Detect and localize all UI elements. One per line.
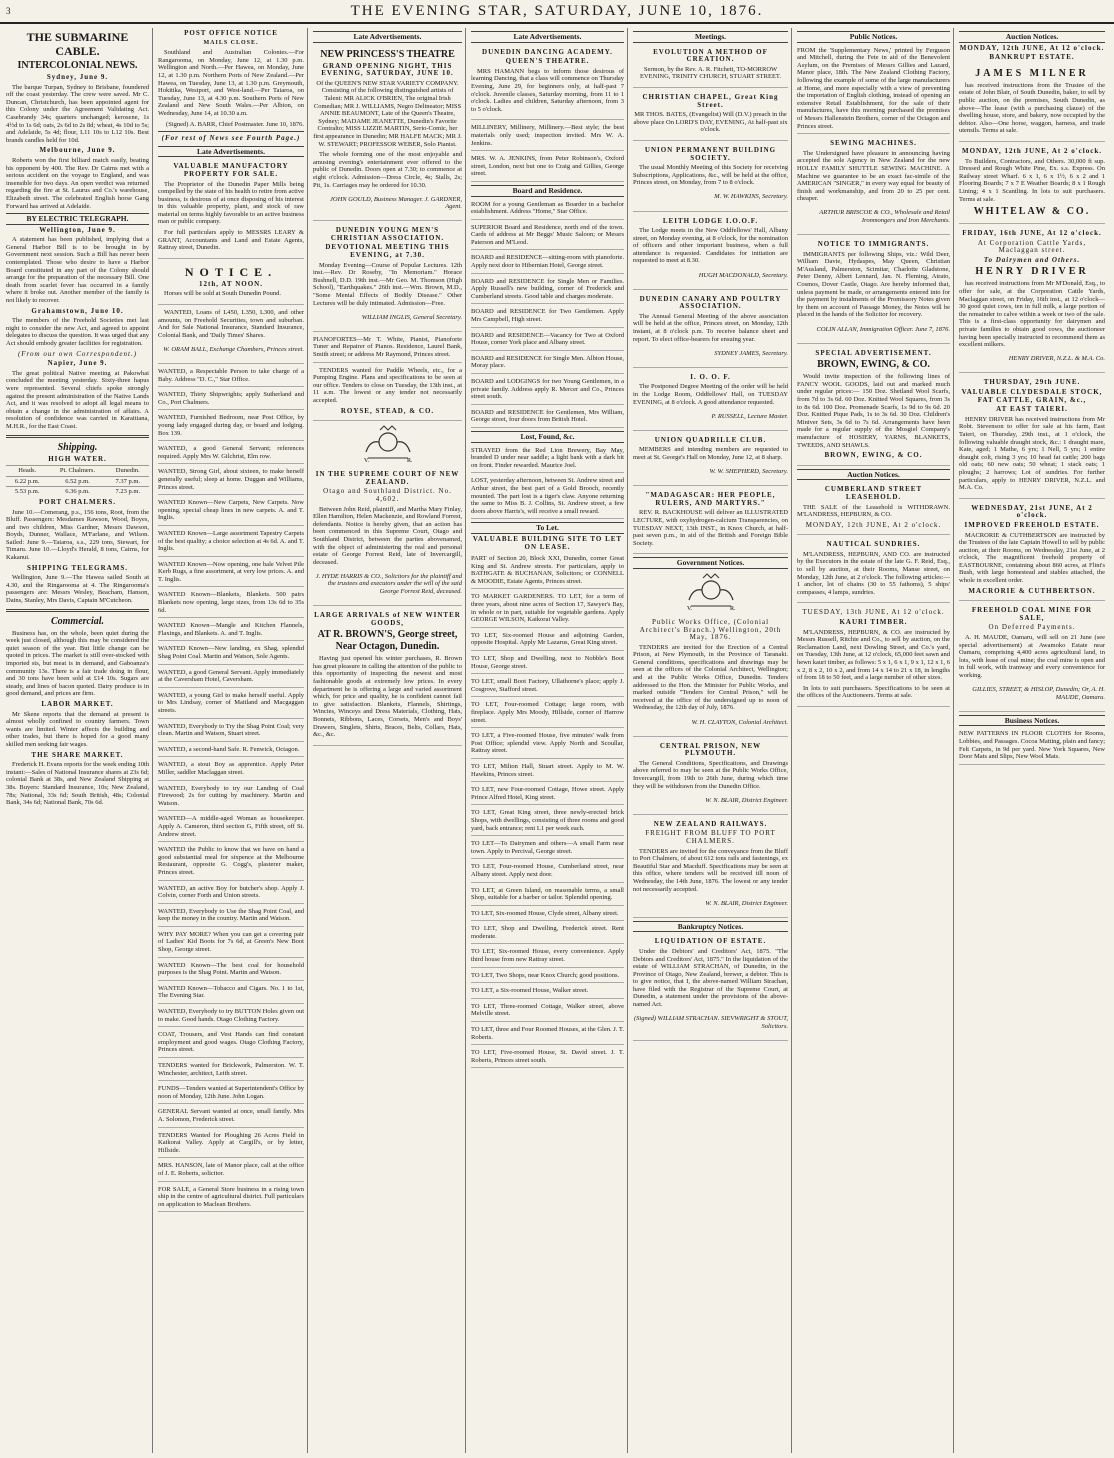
ad-signature: (Signed) WILLIAM STRACHAN. SIEVWRIGHT & STOUT, Solicitors.	[633, 1015, 788, 1030]
ad-heading: CENTRAL PRISON, NEW PLYMOUTH.	[659, 741, 762, 758]
ad-text: MR THOS. BATES, (Evangelist) Will (D.V.) preach in the above place On LORD'S DAY, EVENING, At half-past six o'clock.	[633, 111, 788, 134]
ad-heading: DUNEDIN DANCING ACADEMY.	[482, 47, 613, 56]
classified-ad: TO LET, Shop and Dwelling, next to Nobble's Boot House, George street.	[471, 653, 624, 674]
ad-subheading: FREIGHT FROM BLUFF TO PORT CHALMERS.	[645, 829, 776, 845]
sale-place: At Corporation Cattle Yards, Maclaggan street.	[977, 238, 1087, 255]
dateline: Napier, June 9.	[47, 359, 108, 368]
classified-ad: WANTED Known—Mangle and Kitchen Flannels, Flaxings, and Blankets. A. and T. Inglis.	[158, 620, 304, 641]
classified-ad: WANTED, Everybody to Try the Shag Point Coal; very clean. Martin and Watson, Stuart street.	[158, 721, 304, 742]
ad-text: HENRY DRIVER has received instructions from Mr Robt. Stevenson to offer for sale at his farm, East Taieri, on Thursday, 29th inst., at 1 o'clock, the following valuable draught stock, &c.: 1 draught mare, Kate, aged; 1 Mathe, 6 yrs; 1 Nell, 5 yrs; 1 entire draught colt, rising 3 yrs; 10 head fat cattle; 200 bags old oats; 60 new oats; 50 wheat; 1 stack oats; 1 ploughs; 2 harrows; Lot of sundries. For further particulars, apply to HENRY DRIVER, N.Z.L. and M.A. Co.	[959, 415, 1105, 492]
ad-signature: W. N. BLAIR, District Engineer.	[705, 796, 788, 804]
classified-ad: MRS. HANSON, late of Manor place, call at the office of J. E. Roberts, solicitor.	[158, 1160, 304, 1181]
auctioneer-name: JAMES MILNER	[975, 67, 1089, 79]
auction-notice	[797, 605, 950, 707]
classified-ad: WANTED, a young Girl to make herself useful. Apply to Mrs Lindsay, corner of Maitland and Macgaggan streets.	[158, 690, 304, 719]
column-3	[313, 28, 466, 1453]
newspaper-title: THE EVENING STAR, SATURDAY, JUNE 10, 1876.	[350, 3, 764, 19]
classified-ad: WANTED Known—Now opening, one bale Velvet Pile Kerb Rugs, a fine assortment, at very low prices. A. and T. Inglis.	[158, 559, 304, 588]
classified-ad: LOST, yesterday afternoon, between St. Andrew street and Arthur street, the best part of a Gold Brooch, recently mounted. The part lost is a tiger's claw. Anyone returning the same to Miss B. J. Collins, St. Andrew street, a few doors above Harris's, will receive a small reward.	[471, 475, 624, 519]
classified-ad: TO LET, new Four-roomed Cottage, Howe street. Apply Prince Alfred Hotel, King street.	[471, 784, 624, 805]
share-paragraph: Frederick H. Evans reports for the week ending 10th instant:—Sales of National Insurance shares at 23s 6d; colonial Bank at 38s, and New Zealand Shipping at 38s. Buyers: Standard Insurance, 10s; New Zealand, 78s; National, 33s 6d; South British, 48s; Colonial Bank, 34s 6d; National Bank, 70s 6d.	[6, 761, 149, 807]
auction-notice	[797, 537, 950, 603]
business-notice: NEW PATTERNS IN FLOOR CLOTHS for Rooms, Lobbies, and Passages. Cocoa Matting, plain and fancy; Felt Carpets, in 9d per yard. New York Squares, New Door Mats and Slips, New Wool Mats.	[959, 728, 1105, 764]
ad-heading: SPECIAL ADVERTISEMENT.	[815, 348, 932, 357]
dateline: Grahamstown, June 10.	[31, 306, 124, 315]
ad-signature: JOHN GOULD, Business Manager. J. GARDNER, Agent.	[330, 195, 462, 211]
ad-heading: Public Works Office, (Colonial Architect's Branch.) Wellington, 20th May, 1876.	[639, 617, 782, 642]
classified-ad: BOARD and RESIDENCE for Two Gentlemen. Apply Mrs Campbell, High street.	[471, 306, 624, 327]
ad-signature: W. N. BLAIR, District Engineer.	[705, 899, 788, 907]
bankruptcy-notice	[633, 934, 788, 1041]
news-paragraph: The barque Turpan, Sydney to Brisbane, foundered off the coast yesterday. The crew were saved. Mr C. Duncan, Christchurch, has been appointed agent for this Colony under the Agreement Validating Act. Casebrandy 34s; quarters unchanged; kerosene, 1s 4½d to 1s 6d; oats, 2s 6d to 2s 8d; wheat, 4s 10d to 5s; and Adelaide, 5s 4d; flour, L11 10s to L12 10s. Best brands candles held for 10d.	[6, 83, 149, 144]
commercial-paragraph: Business has, on the whole, been quiet during the week just closed, although this may be considered the quiet season of the year. But little change can be quoted in prices. The market is still over-stocked with imported sts, but meat is in demand, and Gaboanza's community 13s. There is a fair trade doing in flour, and 30 tons have been sold at £14 10s. Sugars are steady, and lines of bacon quoted. Dairy produce is in good demand, and prices are firm.	[6, 629, 149, 698]
column-6	[797, 28, 954, 1453]
ad-text: Would invite inspection of the following lines of FANCY WOOL GOODS, laid out and marked much under regular prices:— 150 Doz. Shetland Wool Scarfs, from 7d to 3s 6d. 60 Doz. Knitted Wool Squares, from 3s to 8s 6d. 100 Doz. Promenade Scarfs, 1s 9d to 9s 6d. 20 Doz. Knitted Pique Pads, 1s to 3s 6d. 30 Doz. Children's Miniver Sets, 3s 6d to 7s 6d. Arrangements have been made for a regular supply of the Mosgiel Company's manufacture of HOSIERY, YARNS, BLANKETS, TWEEDS, AND SHAWLS.	[797, 373, 950, 449]
classified-ad: WANTED, a good General Servant; references required. Apply Mrs W. Gilchrist, Elm row.	[158, 443, 304, 464]
classified-ad: WANTED, Strong Girl, about sixteen, to make herself generally useful; sleep at home. Duggan and Williams, Princes street.	[158, 466, 304, 495]
sale-time: FRIDAY, 16th JUNE, At 12 o'clock.	[962, 229, 1102, 238]
table-row	[6, 487, 149, 497]
dancing-ad	[471, 45, 624, 121]
ad-signature: HENRY DRIVER, N.Z.L. & M.A. Co.	[1008, 355, 1105, 363]
sale-place: AT EAST TAIERI.	[996, 405, 1068, 414]
column-1	[6, 28, 153, 1453]
ad-text: MACRORIE & CUTHBERTSON are instructed by the Trustees of the late Captain Howell to sell by public auction, at their Rooms, on Wednesday, 21st June, at 2 o'clock, The magnificent freehold property of EASTBOURNE, containing about 860 acres, at Flint's Bush, with large homestead and stables attached, the whole in excellent order.	[959, 531, 1105, 585]
section-heading: Late Advertisements.	[158, 146, 304, 158]
auction-notice	[959, 375, 1105, 498]
labor-paragraph: Mr Skene reports that the demand at present is almost wholly confined to country farmers. Town wants are limited. Winter affects the building and other trades, but there is hoped for a good many skilled men seeking fair wages.	[6, 710, 149, 748]
masthead	[0, 0, 1114, 24]
ad-heading: LARGE ARRIVALS of NEW WINTER GOODS,	[314, 611, 461, 627]
ad-text: Sermon, by the Rev. A. R. Fitchett, TO-MORROW EVENING, TRINITY CHURCH, STUART STREET.	[639, 65, 782, 81]
section-heading: Late Advertisements.	[313, 31, 462, 43]
winter-goods-ad	[313, 608, 462, 746]
ad-text: MEMBERS and intending members are requested to meet at St. George's Hall on Monday, June 12, at 8 sharp.	[633, 446, 788, 461]
tide-header: Dunedin.	[107, 466, 149, 477]
ad-heading: UNION QUADRILLE CLUB.	[654, 435, 767, 444]
classified-ad: WANTED—A middle-aged Woman as housekeeper. Apply A. Cameron, third section G, Fifth street, off St. Andrew street.	[158, 813, 304, 842]
classified-ad: WHY PAY MORE? When you can get a covering pair of Ladies' Kid Boots for 7s 6d, at Green's New Boot Shop, George street.	[158, 929, 304, 958]
association-ad	[313, 223, 462, 332]
auction-notice	[959, 144, 1105, 224]
ad-text: The Annual General Meeting of the above association will be held at the office, Princes street, on Monday, 12th instant, at 8 o'clock p.m. To receive balance sheet and report. To elect office-bearers for ensuing year.	[633, 312, 788, 343]
shipping-heading: Shipping.	[57, 441, 98, 453]
ad-subheading: On Deferred Payments.	[988, 623, 1076, 632]
ad-heading: LEITH LODGE I.O.O.F.	[662, 216, 759, 225]
classified-ad: WANTED Known—New landing, ex Shag, splendid Shag Point Coal. Martin and Watson, Sole Agents.	[158, 643, 304, 664]
ad-text: TENDERS are invited for the conveyance from the Bluff to Port Chalmers, of about 612 tons rails and fastenings, ex Beautiful Star and Macduff. Specifications may be seen at this office, where tenders will be received till noon of Wednesday, the 14th June, 1876. The lowest or any tender not necessarily accepted.	[633, 847, 788, 893]
ad-signature: HUGH MACDONALD, Secretary.	[698, 271, 788, 279]
ad-signature: W. ORAM BALL, Exchange Chambers, Princes street.	[163, 345, 304, 353]
tide-header: Heads.	[6, 466, 48, 477]
classified-ad: COAT, Trousers, and Vest Hands can find constant employment and good wages. Otago Clothing Factory, Princes street.	[158, 1029, 304, 1058]
tide-cell: 5.53 p.m.	[6, 487, 48, 497]
section-heading: Bankruptcy Notices.	[633, 921, 788, 933]
dateline: Melbourne, June 9.	[39, 146, 116, 155]
classified-ad: WANTED, Everybody to try BUTTON Holes given out to make. Good hands. Otago Clothing Factory.	[158, 1006, 304, 1027]
sale-time: MONDAY, 12th JUNE, At 12 o'clock.	[959, 43, 1105, 52]
auction-notice	[959, 501, 1105, 602]
ad-signature: ARTHUR BRISCOE & CO., Wholesale and Retail Ironmongers and Iron Merchants.	[819, 209, 950, 224]
classified-ad: WANTED Known—Blankets, Blankets. 500 pairs Blankets now opening, large sizes, from 13s 6d to 35s 6d.	[158, 589, 304, 618]
classified-ad: BOARD and LODGINGS for two Young Gentlemen, in a private family. Address apply R. Mercer and Co., Princes street south.	[471, 376, 624, 405]
ad-signature: M. W. HAWKINS, Secretary.	[714, 193, 788, 201]
classified-ad: TO LET—To Dairymen and others—A small Farm near town. Apply to Percival, George street.	[471, 838, 624, 859]
section-heading: Late Advertisements.	[471, 31, 624, 43]
court-notice	[313, 467, 462, 606]
high-water-heading: HIGH WATER.	[48, 454, 107, 463]
classified-ad	[158, 159, 304, 259]
section-heading: Meetings.	[633, 31, 788, 43]
news-paragraph: A statement has been published, implying that a General Harbor Bill is to be brought in by Government next session. Such a Bill has never been contemplated. Those who desire to have a Harbor Board constituted in any part of the Colony should arrange for the preparation of the necessary Bill. One death from scarlet fever has occurred in a family where it broke out. Another member of the family is not likely to recover.	[6, 236, 149, 305]
ad-text: M'LANDRESS, HEPBURN, & CO. are instructed by Messrs Russell, Ritchie and Co., to sell by auction, on the Reclamation Land, next Dowling Street, and Co.'s yard, on Tuesday, 13th June, at 12 o'clock, 65,000 feet sawn and hewn kauri timber, as follows: 5 x 1, 6 x 1, 9 x 1, 12 x 1, 6 x 2, 8 x 2, 10 x 2, and from 14 x 14 to 21 x 18, in lengths of from 18 to 50 feet, and a large number of other sizes.	[797, 628, 950, 682]
classified-ad: BOARD and RESIDENCE—sitting-room with pianoforte. Apply next door to Hibernian Hotel, George street.	[471, 252, 624, 273]
ad-text: TENDERS are invited for the Erection of a Central Prison, at New Plymouth, in the Province of Taranaki. General conditions, specifications and drawings may be seen at the offices of the Colonial Architect, Wellington; and at the Public Works Office, Dunedin. Tenders addressed to the Hon. the Minister for Public Works, and marked outside "Tenders for Central Prison," will be received at the office of the undersigned up to noon of Wednesday, the 12th day of July, 1876.	[633, 643, 788, 712]
classified-ad	[158, 307, 304, 364]
ad-signature: W. W. SHEPHERD, Secretary.	[709, 468, 788, 476]
page-columns	[6, 28, 1108, 1453]
classified-ad: WANTED, Everybody to Use the Shag Point Coal, and keep the money in the country. Martin and Watson.	[158, 906, 304, 927]
ad-text: has received instructions from the Trustee of the estate of John Blair, of South Dunedin, baker, to sell by public auction, on the premises, South Dunedin, as above—The lease (with a purchasing clause) of the dwelling house, store, and bakery, now occupied by the debtor. Also—One horse, waggon, harness, and trade utensils. Terms at sale.	[959, 81, 1105, 135]
classified-ad: WANTED, Furnished Bedroom, near Post Office, by young lady engaged during day, or board and lodging. Box 139.	[158, 412, 304, 441]
ad-text: TENDERS wanted for Paddle Wheels, etc., for a Pumping Engine. Plans and specifications to be seen at our office. Tenders to close on Tuesday, the 13th inst., at 11 a.m. The lowest or any tender not necessarily accepted.	[313, 366, 462, 404]
classified-ad	[158, 261, 304, 305]
ad-text: The Undersigned have pleasure in announcing having accepted the sole Agency in New Zealand for the new HOLLY FAMILY SHUTTLE SEWING MACHINE. A Machine we guarantee to be an exact fac-simile of the AMERICAN "SINGER," in every way equal for beauty of finish and workmanship, and from 20 to 25 per cent. cheaper.	[797, 149, 950, 203]
correspondent-note: (From our own Correspondent.)	[17, 349, 138, 358]
ad-heading: I. O. O. F.	[690, 372, 731, 381]
auction-notice	[797, 482, 950, 535]
ad-signature: SYDNEY JAMES, Secretary.	[714, 349, 788, 357]
classified-ad: TO MARKET GARDENERS. TO LET, for a term of three years, about nine acres of Section 17, Sawyer's Bay, in whole or in part, suitable for vegetable gardens. Apply GEORGE WILSON, Kaikorai Valley.	[471, 591, 624, 627]
classified-ad: TO LET, Great King street, three newly-erected brick Shops, with dwellings, consisting of three rooms and good yard, back entrance; rent L1 per week each.	[471, 807, 624, 836]
table-row	[6, 466, 149, 477]
tide-header: Pt. Chalmers.	[48, 466, 106, 477]
classified-ad: MRS. W. A. JENKINS, from Peter Robinson's, Oxford street, London, next but one to Craig and Gillies, George street.	[471, 153, 624, 182]
section-heading: Auction Notices.	[797, 469, 950, 481]
divider	[6, 609, 149, 612]
port-heading: PORT CHALMERS.	[38, 497, 117, 506]
ad-heading: "MADAGASCAR: HER PEOPLE, RULERS, AND MARTYRS."	[645, 491, 776, 507]
classified-ad: BOARD and RESIDENCE—Vacancy for Two at Oxford House, corner York place and Albany street.	[471, 330, 624, 351]
ad-signature: W. H. CLAYTON, Colonial Architect.	[691, 718, 788, 726]
classified-ad: WANTED the Public to know that we have on hand a good substantial meal for sixpence at the Melbourne Restaurant, opposite G. Cogg's, plasterer maker, Princes street.	[158, 844, 304, 880]
classified-ad: PART of Section 20, Block XXI, Dunedin, corner Great King and St. Andrew streets. For particulars, apply to BATHGATE & BUCHANAN, Solicitors; or CONNELL & MOODIE, Estate Agents, Princes street.	[471, 553, 624, 589]
column-2	[158, 28, 308, 1453]
classified-ad: TO LET, Four-roomed House, Cumberland street, near Albany street. Apply next door.	[471, 861, 624, 882]
classified-ad: WANTED, Thirty Shipwrights; apply Sutherland and Co., Port Chalmers.	[158, 389, 304, 410]
ad-subheading: Otago and Southland District. No. 4,602.	[323, 487, 452, 503]
auction-notice	[959, 64, 1105, 142]
post-signature: (Signed) A. BARR, Chief Postmaster. June 10, 1876.	[166, 120, 304, 128]
classified-ad: FOR SALE, a General Store business in a rising town ship in the centre of agricultural district. Full particulars on application to Maclean Brothers.	[158, 1184, 304, 1213]
ad-subheading: QUEEN'S THEATRE.	[505, 57, 590, 66]
classified-ad: TO LET, a Six-roomed House, Walker street.	[471, 985, 624, 999]
column-4	[471, 28, 628, 1453]
classified-ad: TO LET, Six-roomed House, every convenience. Apply third house from new Rattray street.	[471, 946, 624, 967]
ad-text: Monday Evening—Course of Popular Lectures. 12th inst.—Rev. Dr Roseby, "In Memoriam." Horace Bushnell, D.D. 19th inst.—Mr Geo. M. Thomson (High School), "Earthquakes." 26th inst.—Wm. Brown, M.D., "Some Mental Effects of Bodily Disease." Other Lectures will be duly intimated. Admission—Free.	[313, 261, 462, 307]
classified-ad: TENDERS Wanted for Ploughing 26 Acres Field in Kaikorai Valley. Apply at Cargill's, or by letter, Hillside.	[158, 1130, 304, 1159]
classified-ad: TO LET, at Green Island, on reasonable terms, a small Shop, suitable for a barber or tailor. Splendid opening.	[471, 885, 624, 906]
ad-signature: GILLIES, STREET, & HISLOP, Dunedin; Or, A. H. MAUDE, Oamaru.	[972, 686, 1105, 701]
sale-time: MONDAY, 12th JUNE, At 2 o'clock.	[805, 520, 942, 529]
ad-heading: FREEHOLD COAL MINE FOR SALE,	[971, 606, 1093, 622]
meeting-notice	[633, 433, 788, 486]
classified-ad: TO LET, Five-roomed House, St. David street. J. T. Roberts, Princes street south.	[471, 1047, 624, 1068]
ad-signature: ROYSE, STEAD, & CO.	[340, 406, 435, 415]
section-heading: Public Notices.	[797, 31, 950, 43]
ad-heading: BANKRUPT ESTATE.	[989, 53, 1075, 62]
ad-text: Of the QUEEN'S NEW STAR VARIETY COMPANY. Consisting of the following distinguished artists of Talent: MR ALICK O'BRIEN, The original Irish Comedian; MR J. WILLIAMS, Negro Delineator; MISS ANNIE BEAUMONT, Late of the Queen's Theatre, Sydney; MADAME JEANETTE, Dunedin's Favorite Contralto; MISS LIZZIE MARTIN, Serio-Comic, her first appearance in Dunedin; MR HALFE MACK; MR J. W. STEWART; PROFESSOR WEBER, Solo Pianist.	[313, 79, 462, 148]
sale-time: THURSDAY, 29th JUNE.	[983, 378, 1081, 387]
classified-ad: WANTED, a Respectable Person to take charge of a Baby. Address "D. C.," Star Office.	[158, 366, 304, 387]
divider	[6, 435, 149, 438]
classified-ad: WANTED, a good General Servant. Apply immediately at the Caversham Hotel, Caversham.	[158, 667, 304, 688]
classified-ad: PIANOFORTES—Mr T. White, Pianist, Pianoforte Tuner and Repairer of Pianos. Residence, Laurel Bank, Smith street; or address Mr Raymond, Princes street.	[313, 334, 462, 363]
ad-heading: DUNEDIN YOUNG MEN'S CHRISTIAN ASSOCIATION.	[330, 226, 445, 242]
news-paragraph: The great political Native meeting at Pakowhai concluded the meeting yesterday. Sixty-three hapus were represented. Several chiefs spoke strongly against the present administration of the Native Lands Act, and it was resolved to adopt all legal means to obtain a change in the administration of affairs. A resolution of confidence was carried in Karaitiana, M.H.R., for the East Coast.	[6, 369, 149, 430]
classified-ad: BOARD and RESIDENCE for Single Men. Albion House, Moray place.	[471, 353, 624, 374]
classified-ad: TO LET, Two Shops, near Knox Church; good positions.	[471, 970, 624, 984]
auctioneer-name: WHITELAW & CO.	[973, 206, 1091, 218]
ad-heading: VALUABLE BUILDING SITE TO LET ON LEASE.	[472, 534, 623, 551]
ad-heading: CHRISTIAN CHAPEL, Great King Street.	[642, 92, 779, 109]
dateline: Wellington, June 9.	[39, 225, 116, 234]
sale-time: TUESDAY, 13th JUNE, At 12 o'clock.	[802, 608, 945, 617]
royal-crest-icon	[358, 424, 418, 464]
section-heading: Board and Residence.	[471, 185, 624, 197]
ad-text: REV. R. BACKHOUSE will deliver an ILLUSTRATED LECTURE, with oxyhydrogen-calcium Transparencies, on TUESDAY NEXT, 13th INST., in Knox Church, at half-past seven p.m., in aid of the British and Foreign Bible Society.	[633, 509, 788, 547]
ad-text: Having just opened his winter purchases, R. Brown has great pleasure in calling the attention of the public to this opportunity of inspecting the newest and most fashionable goods at extremely low prices. In every department he is offering a large and varied assortment which, for price and quality, he is confident cannot fail to give satisfaction. Blankets, Flannels, Shirtings, Wincies, Winceys and Dress Materials, Clothing, Hats, Bonnets, Ribbons, Laces, Corsets, Men's and Boys' Drawers, Singlets, Shirts, Braces, Belts, Collars, Hats, &c., &c.	[313, 655, 462, 739]
tide-cell: 6.52 p.m.	[48, 476, 106, 487]
cable-headline: THE SUBMARINE CABLE.	[26, 30, 129, 58]
ad-signature: WILLIAM INGLIS, General Secretary.	[361, 313, 462, 321]
sale-time: MONDAY, 12th JUNE, At 2 o'clock.	[962, 146, 1102, 155]
news-paragraph: Roberts won the first billiard match easily, beating his opponent by 400. The Rev. Dr Cairns met with a serious accident on the voyage to England, and was insensible for two days. An open verdict was returned regarding the fire at St. Laurus and Co.'s warehouse, Elizabeth street. The celebrated English horse Gang Forward has arrived at Adelaide.	[6, 156, 149, 210]
auction-notice	[959, 603, 1105, 712]
section-heading: Business Notices.	[959, 715, 1105, 727]
ad-heading: IN THE SUPREME COURT OF NEW ZEALAND.	[315, 470, 460, 486]
tide-cell: 7.37 p.m.	[107, 476, 149, 487]
svg-text:R.: R.	[406, 458, 413, 465]
shipping-paragraph: June 10.—Comerang, p.s., 156 tons, Root, from the Bluff. Passengers: Mesdames Rawson, Wood, Boyes, and two children, Miss Gardner, Messrs Dawson, Boyds, Dunner, Wallace, M'Farlane, and Wilson. Sailed: June 9.—Taiaroa, s.s., 229 tons, Stewart, for Timaru. June 10.—Lloyd's Herald, 8 tons, Cairns, for Kakanui.	[6, 508, 149, 562]
post-office-heading: POST OFFICE NOTICE	[184, 29, 278, 37]
ad-heading: SEWING MACHINES.	[830, 139, 917, 148]
classified-ad: TO LET, Four-roomed Cottage; large room, with fireplace. Apply Mrs Moody, Hillside, corner of Harrow street.	[471, 699, 624, 728]
news-paragraph: The members of the Freehold Societies met last night to consider the new Act, and agreed to appoint delegates to discuss the question. It was urged that any Act should embody greater facilities for registration.	[6, 317, 149, 347]
telegrams-heading: SHIPPING TELEGRAMS.	[27, 563, 128, 572]
classified-ad: FUNDS—Tenders wanted at Superintendent's Office by noon of Monday, 12th June. John Logan.	[158, 1083, 304, 1104]
meeting-notice	[633, 90, 788, 141]
ad-heading: LIQUIDATION OF ESTATE.	[654, 937, 767, 946]
classified-ad: TENDERS wanted for Brickwork, Palmerston. W. T. Winchester, architect, Leith street.	[158, 1060, 304, 1081]
firm-name: BROWN, EWING, & CO.	[817, 359, 930, 371]
classified-ad: MILLINERY, Millinery, Millinery.—Best style; the best materials only used; inspection invited. Mrs W. A. Jenkins.	[471, 122, 624, 151]
ad-heading: VALUABLE MANUFACTORY PROPERTY FOR SALE.	[173, 162, 289, 178]
meeting-notice	[633, 214, 788, 290]
classified-ad: WANTED Known—Tobacco and Cigars. No. 1 to 1st, The Evening Star.	[158, 983, 304, 1004]
notice-heading: NOTICE.	[184, 264, 278, 279]
ad-text: Horses will be sold at South Dunedin Pound.	[164, 290, 281, 298]
tenders-ad	[313, 365, 462, 422]
ad-subheading: AT R. BROWN'S, George street, Near Octagon, Dunedin.	[317, 629, 458, 653]
government-notice	[633, 739, 788, 815]
ad-text: Between John Reid, plaintiff, and Martha Mary Finlay, Ellen Hamilton, Helen Mackenzie, and Rowland Forrest, defendants. Notice is hereby given, that an action has been commenced in this Supreme Court, Otago and Southland District, between the parties abovenamed, with the object of administering the real and personal estate of George Forrest Reid, late of Invercargill, deceased.	[313, 505, 462, 566]
commercial-heading: Commercial.	[50, 615, 105, 627]
svg-text:R.: R.	[729, 605, 736, 612]
classified-ad: TO LET, Shop and Dwelling, Frederick street. Rent moderate.	[471, 923, 624, 944]
ad-text: The Postponed Degree Meeting of the order will be held in the Lodge Room, Oddfellows' Hall, on TUESDAY EVENING, at 8 o'clock. A good attendance requested.	[633, 383, 788, 406]
ad-text: In lots to suit purchasers. Specifications to be seen at the offices of the Auctioneers. Terms at sale.	[797, 684, 950, 700]
ad-signature: BROWN, EWING, & CO.	[824, 451, 923, 460]
government-notice	[633, 615, 788, 737]
tide-cell: 6.22 p.m.	[6, 476, 48, 487]
classified-ad: WANTED, a stout Boy as apprentice. Apply Peter Miller, saddler Maclaggan street.	[158, 759, 304, 780]
ad-heading: NEW PRINCESS'S THEATRE	[320, 48, 455, 60]
ad-text: To Builders, Contractors, and Others. 30,000 ft sup. Dressed and Rough White Pine, Ex. s.s. Express. On Railway street Wharf. 6 x 1, 6 x 1½, 6 x 2 and 1 Flooring Boards; 7 x 7 E Weather Boards; 8 x 1 Rough Lining; 4 x 1 Scantling. In lots to suit purchasers. Terms at sale.	[959, 157, 1105, 203]
mails-heading: MAILS CLOSE.	[203, 39, 259, 46]
ad-text: MRS HAMANN begs to inform those desirous of learning Dancing, that a class will commence on Thursday Evening, June 29, for beginners only, at half-past 7 o'clock. Juvenile classes, Saturday morning, from 11 to 1 o'clock. Ladies and children, Saturday afternoon, from 3 to 5 o'clock.	[471, 67, 624, 113]
auctioneer-name: HENRY DRIVER	[975, 266, 1089, 278]
classified-ad: WANTED, Everybody to try our Landing of Coal Firewood; 2s for cutting by machinery. Martin and Watson.	[158, 783, 304, 812]
meeting-notice	[633, 143, 788, 212]
divider	[158, 131, 304, 132]
page-number: 3	[6, 6, 11, 16]
labor-heading: LABOR MARKET.	[41, 699, 114, 708]
ad-subheading: DEVOTIONAL MEETING THIS EVENING, at 7.30.	[325, 243, 450, 260]
classified-ad: TO LET, Six-roomed House, Clyde street, Albany street.	[471, 908, 624, 922]
mails-paragraph: Southland and Australian Colonies.—For Rangarooma, on Monday, June 12, at 1.30 p.m. Wellington and North.—Per Hawea, on Monday, June 12, at 1.30 p.m. Northern Ports of New Zealand.—Per Hawea, on Tuesday, June 13, at 1.30 p.m. Greymouth, Hokitika, Westport, and West-land.—Per Taiaroa, on Tuesday, June 13, at 4.30 p.m. Southern Ports of New Zealand and New South Wales.—Per Albion, on Wednesday, June 14, at 10.30 a.m.	[158, 49, 304, 117]
classified-ad: BOARD and RESIDENCE for Gentlemen, Mrs William, George street, four doors from British Hotel.	[471, 407, 624, 428]
ad-signature: MACRORIE & CUTHBERTSON.	[968, 586, 1096, 595]
ad-text: The usual Monthly Meeting of this Society for receiving Subscriptions, Applications, &c., will be held at the office, Princes street, on Monday, from 7 to 8 o'clock.	[633, 164, 788, 187]
column-7	[959, 28, 1108, 1453]
theatre-ad	[313, 45, 462, 222]
ad-heading: 12th, AT NOON.	[199, 279, 263, 288]
classified-ad: ROOM for a young Gentleman as Boarder in a bachelor establishment. Address "Home," Star Office.	[471, 199, 624, 220]
classified-ad: WANTED Known—The best coal for household purposes is the Shag Point. Martin and Watson.	[158, 960, 304, 981]
ad-heading: VALUABLE CLYDESDALE STOCK, FAT CATTLE, GRAIN, &c.,	[961, 388, 1103, 404]
table-row	[6, 476, 149, 487]
classified-ad: TO LET, Milton Hall, Stuart street. Apply to M. W. Hawkins, Princes street.	[471, 761, 624, 782]
government-notice	[633, 817, 788, 918]
meeting-notice	[633, 292, 788, 368]
ad-text: A. H. MAUDE, Oamaru, will sell on 21 June (see special advertisement) at Awamoko Estate near Oamaru, comprising 4,400 acres agricultural land, in lots, with lease of coal mine; the coal mine is open and in full work, with tramway and every convenience for working.	[959, 634, 1105, 679]
ad-heading: IMPROVED FREEHOLD ESTATE.	[964, 520, 1100, 529]
classified-ad: TO LET, Three-roomed Cottage, Walker street, above Melville street.	[471, 1001, 624, 1022]
ad-text: The whole forming one of the most enjoyable and amusing evening's entertainment ever offered to the public of Dunedin. Doors open at 7.30; to commence at eight o'clock. Admission—Dress Circle, 4s; Stalls, 2s; Pit, 1s. Carriages may be ordered for 10.30.	[313, 151, 462, 189]
meeting-notice	[633, 370, 788, 431]
section-heading: To Let.	[471, 522, 624, 534]
tide-table	[6, 465, 149, 497]
classified-ad: STRAYED from the Red Lion Brewery, Bay May, branded D under near saddle; a light bank with a dark bit on front. Finder rewarded. Maurice Joel.	[471, 445, 624, 474]
dateline: Sydney, June 9.	[46, 73, 109, 81]
section-heading: BY ELECTRIC TELEGRAPH.	[6, 213, 149, 225]
ad-heading: DUNEDIN CANARY AND POULTRY ASSOCIATION.	[639, 294, 782, 311]
ad-heading: UNION PERMANENT BUILDING SOCIETY.	[644, 145, 777, 162]
sewing-machines-ad	[797, 136, 950, 235]
ad-text: has received instructions from Mr M'Donald, Esq., to offer for sale, at the Corporation Cattle Yards, Maclaggan street, on Friday, 16th inst., at 12 o'clock—30 good quiet cows, ten in full milk, a large portion of the remainder to calve within a week or two of the sale. This is a first-class opportunity for dairymen and private families to obtain good cows, the auctioneer having been specially instructed to recommend them as excellent milkers.	[959, 280, 1105, 349]
ad-signature: P. RUSSELL, Lecture Master.	[711, 412, 788, 420]
classified-ad: WANTED Known—Large assortment Tapestry Carpets of the best quality; a choice selection at 4s 6d. A. and T. Inglis.	[158, 528, 304, 557]
tide-cell: 6.36 p.m.	[48, 487, 106, 497]
ad-heading: EVOLUTION A METHOD OF CREATION.	[653, 47, 768, 64]
ad-text: Under the Debtors' and Creditors' Act, 1875. "The Debtors and Creditors' Act, 1875." In the liquidation of the estate of WILLIAM STRACHAN, of Dunedin, in the Province of Otago, New Zealand, brewer, a debtor. This is to give notice, that I, the above-named William Strachan, have filed with the Registrar of the Supreme Court, at Dunedin, a statement under the provisions of the above-named Act.	[633, 947, 788, 1009]
share-heading: THE SHARE MARKET.	[31, 750, 124, 759]
classified-ad: GENERAL Servant wanted at once, small family. Mrs A. Solomon, Frederick street.	[158, 1106, 304, 1127]
classified-ad: WANTED Known—New Carpets, New Carpets. Now opening, special cheap lines in new carpets. A. and T. Inglis.	[158, 497, 304, 526]
svg-text:V.: V.	[363, 458, 369, 465]
classified-ad: WANTED, a second-hand Safe. R. Fenwick, Octagon.	[158, 744, 304, 758]
section-heading: Lost, Found, &c.	[471, 431, 624, 443]
immigrants-notice	[797, 237, 950, 344]
sale-time: WEDNESDAY, 21st JUNE, At 2 o'clock.	[971, 503, 1093, 520]
column-5	[633, 28, 792, 1453]
ad-signature: J. HYDE HARRIS & CO., Solicitors for the plaintiff and the trustees and executors under the will of the said George Forrest Reid, deceased.	[315, 572, 462, 595]
section-heading: Government Notices.	[633, 557, 788, 569]
ad-text: The Lodge meets in the New Oddfellows' Hall, Albany street, on Monday evening, at 8 o'clock, for the nomination of officers and other important business, when a full attendance is requested. Candidates for initiation are requested to meet at 8.30.	[633, 227, 788, 265]
meeting-notice	[633, 488, 788, 554]
classified-ad: WANTED, an active Boy for butcher's shop. Apply J. Colvin, corner Forth and Union streets.	[158, 883, 304, 904]
classified-ad: TO LET, small Boot Factory, Ullathorne's place; apply J. Cosgrove, Stafford street.	[471, 676, 624, 697]
ad-heading: KAURI TIMBER.	[839, 618, 908, 627]
tide-cell: 7.23 p.m.	[107, 487, 149, 497]
ad-text: WANTED, Loans of L450, L350, L300, and other amounts, on Freehold Securities, town and suburban. And for Sale National Insurance, Standard Insurance, Colonial Bank, and 'Daily Times' Shares.	[158, 309, 304, 339]
news-note: (For rest of News see Fourth Page.)	[161, 134, 301, 143]
ad-heading: NEW ZEALAND RAILWAYS.	[653, 819, 768, 828]
section-heading: Auction Notices.	[959, 31, 1105, 43]
classified-ad: SUPERIOR Board and Residence, north end of the town. Cards of address at Mr Beggs' Music Saloon; or Messrs Paterson and M'Leod.	[471, 222, 624, 251]
ad-text: M'LANDRESS, HEPBURN, AND CO. are instructed by the Executors in the estate of the late G. F. Reid, Esq., to sell by auction, at their Rooms, Manse street, on Monday, 12th June, at 2 o'clock. The following articles:—1 anchor, lot of chains (30 to 55 fathoms), 5 ships' compasses, 4 lamps, sundries.	[797, 550, 950, 596]
intercolonial-subhead: INTERCOLONIAL NEWS.	[17, 60, 138, 71]
classified-ad: TO LET, Six-roomed House and adjoining Garden, opposite Hospital. Apply Mr Lazarus, Great King street.	[471, 630, 624, 651]
ad-signature: COLIN ALLAN, Immigration Officer. June 7, 1876.	[816, 325, 950, 333]
auction-notice	[959, 226, 1105, 373]
special-advertisement	[797, 346, 950, 466]
shipping-paragraph: Wellington, June 9.—The Hawea sailed South at 4.30, and the Ringarooma at 4. The Ringarooma's passengers are: Messrs Wesley, Beacham, Hanson, Dains, Stanley, Mrs Davis, Captain M'Cutcheon.	[6, 574, 149, 605]
ad-text: IMMIGRANTS per following Ships, viz.: Wild Deer, William Davie, Hydaspes, May Queen, Christian M'Ausland, Palmerston, Scimitar, Charlotte Gladstone, Peter Denny, Albert Lennard, Jan. N. Fleming, Atrato, Cosmos, Dover Castle, Otago. Are hereby informed that, unless payment be made, or arrangements entered into for the payment by instalments of the Promissory Notes given by them on account of Passage Money, the Notes will be placed in the hands of the Solicitor for recovery.	[797, 250, 950, 319]
classified-ad: TO LET, a Five-roomed House, five minutes' walk from Post Office; splendid view. Apply North and Scoullar, Rattray street.	[471, 730, 624, 759]
svg-text:V.: V.	[686, 605, 692, 612]
ad-subheading: To Dairymen and Others.	[983, 255, 1081, 264]
classified-ad: BOARD and RESIDENCE for Single Men or Families. Apply Russell's new building, corner of Frederick and Cumberland streets. Good table and charges moderate.	[471, 276, 624, 305]
ad-text: The General Conditions, Specifications, and Drawings above referred to may be seen at the Public Works Office, Invercargill, from 19th to 26th June, during which time they will be withdrawn from the Dunedin Office.	[633, 759, 788, 790]
ad-subheading: GRAND OPENING NIGHT, THIS EVENING, SATURDAY, JUNE 10.	[321, 61, 454, 78]
ad-text: The Proprietor of the Dunedin Paper Mills being compelled by the state of his health to retire from active business, is desirous of at once disposing of his interest in this valuable property, plant, and stock of raw material on terms highly favorable to an active business man or public company.	[158, 180, 304, 226]
ad-text: For full particulars apply to MESSRS LEARY & GRANT, Accountants and Land and Estate Agents, Rattray street, Dunedin.	[158, 229, 304, 252]
ad-heading: NAUTICAL SUNDRIES.	[826, 540, 921, 549]
public-notice: FROM the 'Supplementary News,' printed by Ferguson and Mitchell, during the Fete in aid of the Benevolent Asylum, on the Premises of Messrs Gillies and Lazard, Manor place, 18th. The New Zealand Clothing Factory, following the example of some of the large manufacturers at Home, and more especially with a view of preventing the importation of English clothing, instead of opening an extensive Retail Establishment, for the sale of their manufactures, have this morning purchased the premises of Messrs Hallenstein Brothers, corner of the Octagon and Princes street.	[797, 45, 950, 135]
classified-ad: TO LET, three and Four Roomed Houses, at the Glen. J. T. Roberts.	[471, 1024, 624, 1045]
ad-text: THE SALE of the Leasehold is WITHDRAWN. M'LANDRESS, HEPBURN, & CO.	[797, 503, 950, 519]
ad-heading: NOTICE TO IMMIGRANTS.	[817, 240, 930, 249]
royal-crest-icon	[681, 572, 741, 612]
ad-heading: CUMBERLAND STREET LEASEHOLD.	[824, 485, 923, 501]
meeting-notice	[633, 45, 788, 88]
